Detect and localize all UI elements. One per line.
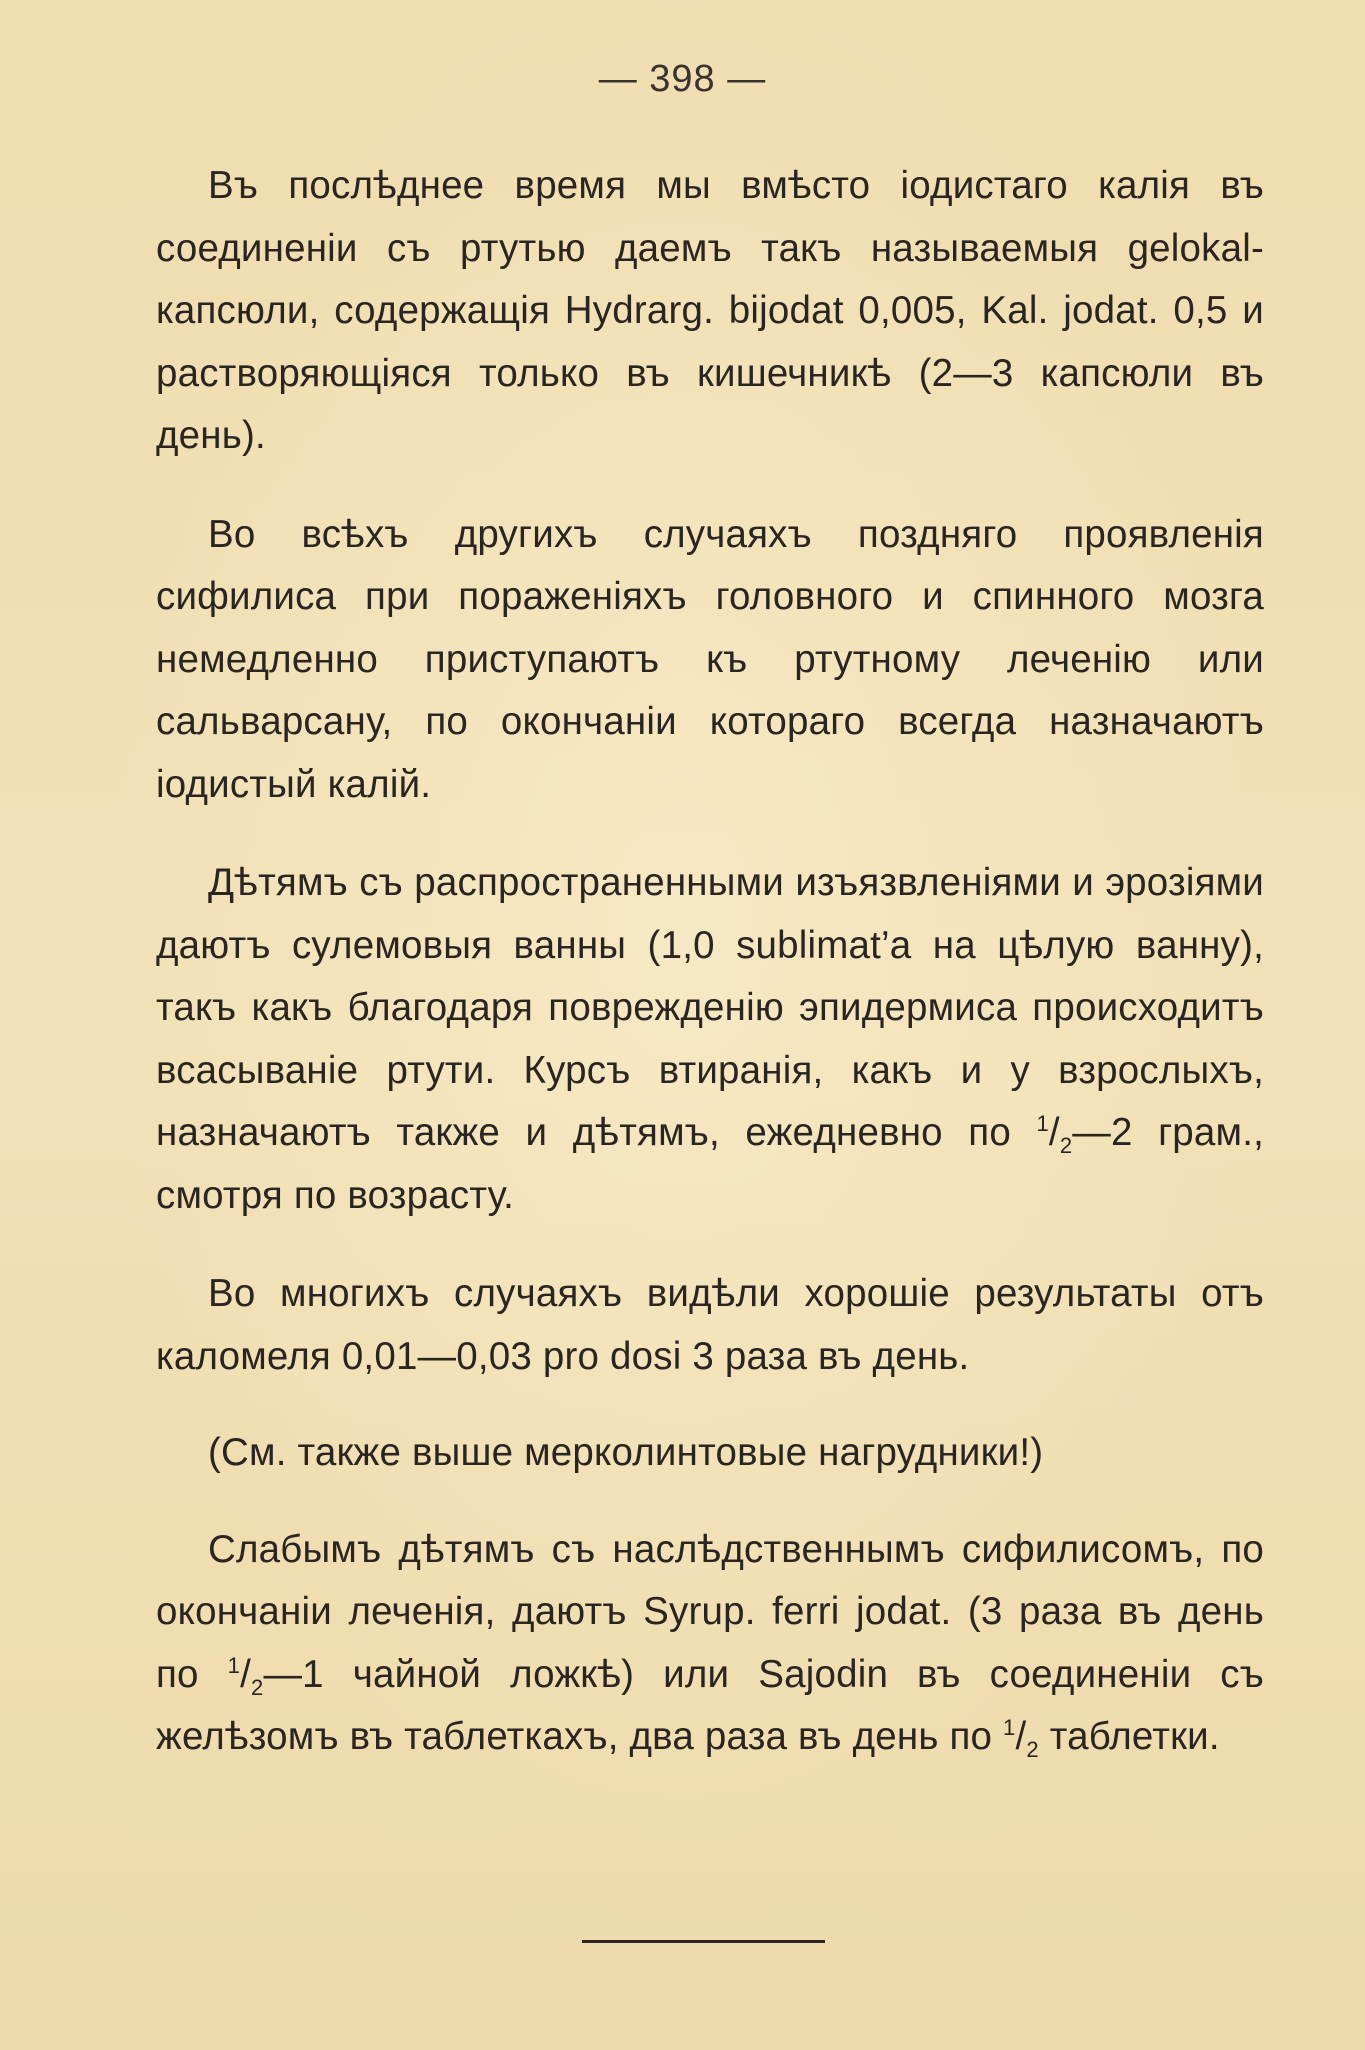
paragraph-text-segment: таблетки. (1038, 1715, 1220, 1758)
paragraph-weak-children: Слабымъ дѣтямъ съ наслѣдственнымъ сифилисомъ, по окончаніи леченія, даютъ Syrup. ferri jodat. (3 раза въ день по $^1/_2—1$ чайной ложкѣ) или Sajodin въ соединеніи съ желѣзомъ въ таблеткахъ, два раза въ день по $^1/_2$ таблетки. (156, 1527, 1264, 1762)
paragraph-calomel: Во многихъ случаяхъ видѣли хорошіе результаты отъ каломеля 0,01—0,03 pro dosi 3 раза въ день. (156, 1272, 1264, 1378)
fraction-denominator: 2 (1059, 1133, 1073, 1158)
end-rule (582, 1940, 825, 1943)
fraction-numerator: 1 (1003, 1715, 1016, 1740)
paragraph-gap (156, 1227, 1264, 1263)
paragraph-text-segment: —2 грам., смотря по возрасту. (156, 1111, 1264, 1217)
paragraph-gap (156, 468, 1264, 504)
paragraph-gap (156, 816, 1264, 852)
paragraph-late-syphilis: Во всѣхъ другихъ случаяхъ поздняго проявленія сифилиса при пораженіяхъ головного и спинного мозга немедленно приступаютъ къ ртутному леченію или сальварсану, по окончаніи котораго всегда назначаютъ іодистый калій. (156, 512, 1264, 806)
paragraph-text-segment: Слабымъ дѣтямъ съ наслѣдственнымъ сифилисомъ, по окончаніи леченія, даютъ Syrup. ferri jodat. (3 раза въ день по (156, 1527, 1264, 1696)
paragraph-see-also: (См. также выше мерколинтовые нагрудники!) (208, 1431, 1044, 1474)
paragraph-text-segment: Дѣтямъ съ распространенными изъязвленіями и эрозіями даютъ сулемовыя ванны (1,0 sublimat’a на цѣлую ванну), такъ какъ благодаря поврежденію эпидермиса происходитъ всасываніе ртути. Курсъ втиранія, какъ и у взрослыхъ, назначаютъ также и дѣтямъ, ежедневно по (156, 861, 1264, 1154)
fraction-numerator: 1 (1036, 1111, 1049, 1136)
paragraph-geloal-capsules: Въ послѣднее время мы вмѣсто іодистаго калія въ соединеніи съ ртутью даемъ такъ называемыя gelokal-капсюли, содержащія Hydrarg. bijodat 0,005, Kal. jodat. 0,5 и растворяющіяся только въ кишечникѣ (2—3 капсюли въ день). (156, 164, 1264, 457)
paragraph-children-baths: Дѣтямъ съ распространенными изъязвленіями и эрозіями даютъ сулемовыя ванны (1,0 sublimat’a на цѣлую ванну), такъ какъ благодаря поврежденію эпидермиса происходитъ всасываніе ртути. Курсъ втиранія, какъ и у взрослыхъ, назначаютъ также и дѣтямъ, ежедневно по $^1/_2—2$ грам., смотря по возрасту. (156, 861, 1264, 1217)
paragraph-gap (156, 1388, 1264, 1422)
fraction-denominator: 2 (251, 1674, 264, 1700)
paragraph-gap (156, 1485, 1264, 1519)
body-text (156, 155, 1264, 1769)
fraction-denominator: 2 (1026, 1737, 1039, 1762)
paragraph-text-segment: —1 чайной ложкѣ) или Sajodin въ соединеніи съ желѣзомъ въ таблеткахъ, два раза въ день по (156, 1652, 1264, 1758)
fraction-numerator: 1 (227, 1652, 241, 1678)
page-number: — 398 — (598, 58, 767, 100)
